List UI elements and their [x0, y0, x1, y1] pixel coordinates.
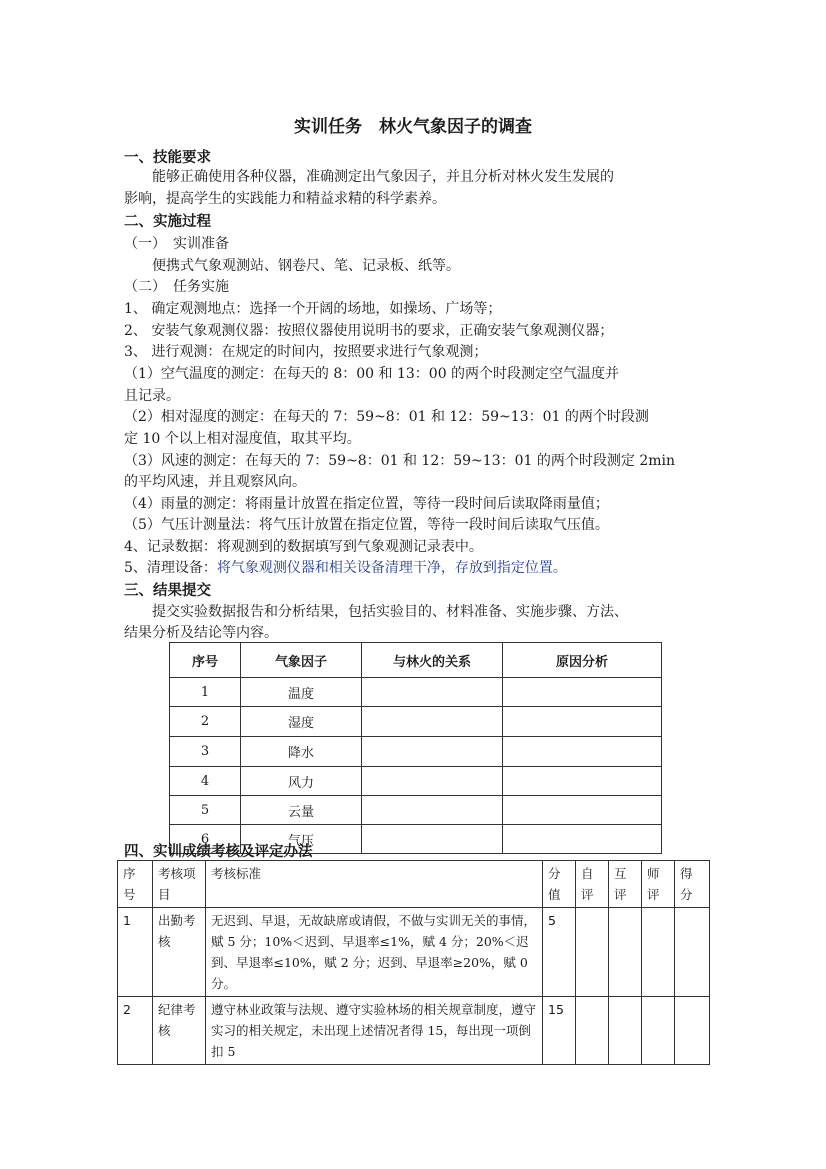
subheading-tasks: （二） 任务实施	[124, 279, 229, 295]
section-heading-process: 二、实施过程	[124, 214, 211, 230]
column-header: 互评	[609, 861, 642, 908]
document-title: 实训任务 林火气象因子的调查	[294, 117, 532, 137]
step-item: 4、记录数据：将观测到的数据填写到气象观测记录表中。	[124, 539, 483, 555]
cell-relation	[362, 678, 503, 707]
table-row	[118, 908, 710, 997]
paragraph-line: 结果分析及结论等内容。	[124, 625, 278, 641]
column-header: 师评	[642, 861, 675, 908]
table-row	[170, 678, 662, 707]
cell-relation	[362, 767, 503, 796]
cell-factor: 云量	[241, 796, 362, 825]
cell-index: 1	[170, 678, 241, 707]
column-header: 序号	[170, 643, 241, 678]
cell-index: 2	[118, 997, 153, 1065]
cell-score: 15	[543, 997, 576, 1065]
column-header: 考核标准	[206, 861, 543, 908]
step-item: 且记录。	[124, 388, 180, 404]
cell-index: 1	[118, 908, 153, 997]
step-text-blue: 将气象观测仪器和相关设备清理干净，存放到指定位置。	[216, 560, 567, 576]
step-item: 3、 进行观测：在规定的时间内，按照要求进行气象观测；	[124, 344, 488, 360]
cell-index: 2	[170, 707, 241, 737]
cell-factor: 温度	[241, 678, 362, 707]
paragraph-line: 提交实验数据报告和分析结果，包括实验目的、材料准备、实施步骤、方法、	[124, 604, 628, 620]
cell-analysis	[503, 825, 662, 854]
cell-factor: 风力	[241, 767, 362, 796]
column-header: 自评	[576, 861, 609, 908]
step-item: （4）雨量的测定：将雨量计放置在指定位置，等待一段时间后读取降雨量值；	[124, 496, 609, 512]
factor-table	[169, 642, 662, 854]
cell-self	[576, 997, 609, 1065]
assessment-table	[117, 860, 710, 1065]
table-row	[170, 737, 662, 767]
paragraph-line: 能够正确使用各种仪器，准确测定出气象因子，并且分析对林火发生发展的	[124, 169, 614, 185]
column-header: 与林火的关系	[362, 643, 503, 678]
cell-self	[576, 908, 609, 997]
step-item: 的平均风速，并且观察风向。	[124, 474, 306, 490]
column-header: 分值	[543, 861, 576, 908]
step-item: 2、 安装气象观测仪器：按照仪器使用说明书的要求，正确安装气象观测仪器；	[124, 323, 614, 339]
cell-criteria: 遵守林业政策与法规、遵守实验林场的相关规章制度，遵守实习的相关规定，未出现上述情况者得 15，每出现一项倒扣 5	[206, 997, 543, 1065]
cell-factor: 湿度	[241, 707, 362, 737]
cell-analysis	[503, 767, 662, 796]
column-header: 气象因子	[241, 643, 362, 678]
cell-factor: 气压	[241, 825, 362, 854]
cell-analysis	[503, 707, 662, 737]
step-item: （5）气压计测量法：将气压计放置在指定位置，等待一段时间后读取气压值。	[124, 517, 609, 533]
table-row	[170, 707, 662, 737]
cell-analysis	[503, 737, 662, 767]
section-heading-assessment: 四、实训成绩考核及评定办法	[124, 844, 313, 860]
step-item: 定 10 个以上相对湿度值，取其平均。	[124, 431, 361, 447]
cell-relation	[362, 707, 503, 737]
section-heading-results: 三、结果提交	[124, 583, 211, 599]
cell-item: 出勤考核	[153, 908, 206, 997]
cell-analysis	[503, 796, 662, 825]
table-row	[170, 796, 662, 825]
section-heading-skills: 一、技能要求	[124, 150, 211, 166]
table-header-row	[170, 643, 662, 678]
subheading-prep: （一） 实训准备	[124, 236, 229, 252]
cell-teacher	[642, 908, 675, 997]
cell-index: 5	[170, 796, 241, 825]
cell-relation	[362, 825, 503, 854]
cell-factor: 降水	[241, 737, 362, 767]
cell-final	[675, 908, 710, 997]
paragraph-line: 影响，提高学生的实践能力和精益求精的科学素养。	[124, 191, 446, 207]
column-header: 序号	[118, 861, 153, 908]
cell-criteria: 无迟到、早退，无故缺席或请假，不做与实训无关的事情，赋 5 分；10%＜迟到、早退率≤1%，赋 4 分；20%＜迟到、早退率≤10%，赋 2 分；迟到、早退率≥20%，赋 0 分。	[206, 908, 543, 997]
table-header-row	[118, 861, 710, 908]
cell-item: 纪律考核	[153, 997, 206, 1065]
cell-score: 5	[543, 908, 576, 997]
cell-analysis	[503, 678, 662, 707]
cell-index: 6	[170, 825, 241, 854]
cell-peer	[609, 997, 642, 1065]
step-label: 5、清理设备：	[124, 560, 217, 576]
step-item: （2）相对湿度的测定：在每天的 7：59~8：01 和 12：59~13：01 的两个时段测	[124, 409, 649, 425]
cell-peer	[609, 908, 642, 997]
step-item	[124, 557, 567, 577]
cell-teacher	[642, 997, 675, 1065]
cell-relation	[362, 737, 503, 767]
step-item: 1、 确定观测地点：选择一个开阔的场地，如操场、广场等；	[124, 301, 502, 317]
column-header: 原因分析	[503, 643, 662, 678]
cell-index: 3	[170, 737, 241, 767]
column-header: 得分	[675, 861, 710, 908]
step-item: （3）风速的测定：在每天的 7：59~8：01 和 12：59~13：01 的两个时段测定 2min	[124, 453, 675, 469]
paragraph-line: 便携式气象观测站、钢卷尺、笔、记录板、纸等。	[124, 258, 460, 274]
cell-relation	[362, 796, 503, 825]
step-item: （1）空气温度的测定：在每天的 8：00 和 13：00 的两个时段测定空气温度并	[124, 366, 620, 382]
table-row	[118, 997, 710, 1065]
cell-final	[675, 997, 710, 1065]
cell-index: 4	[170, 767, 241, 796]
column-header: 考核项目	[153, 861, 206, 908]
table-row	[170, 767, 662, 796]
